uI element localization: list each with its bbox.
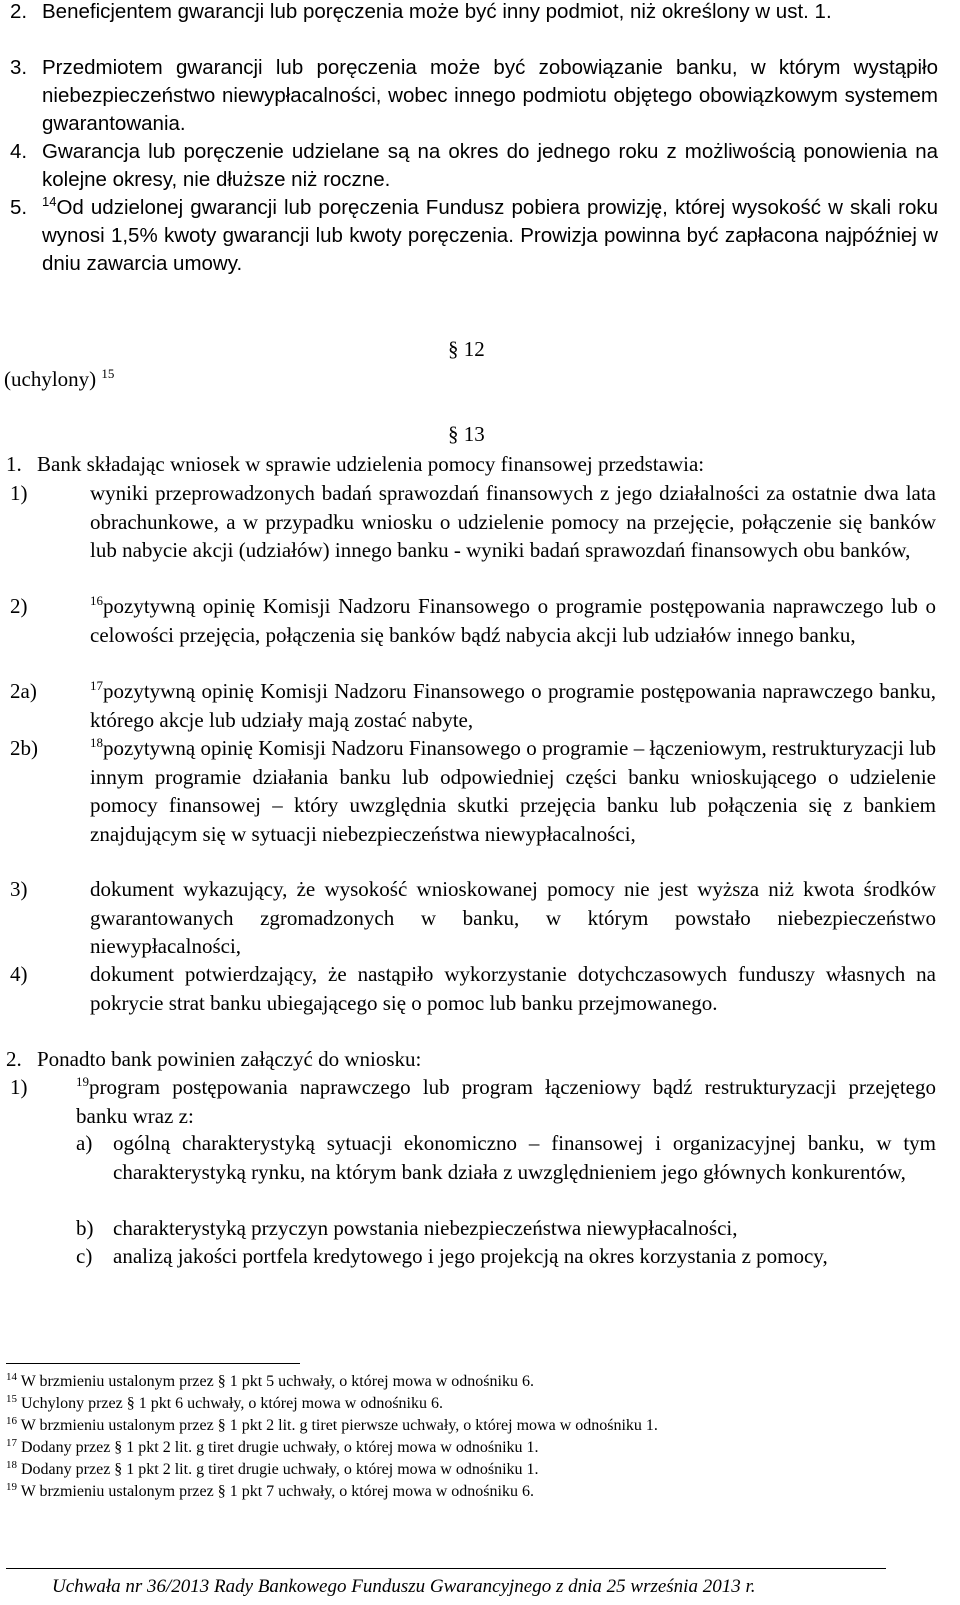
paragraph-number: 5.: [10, 196, 28, 219]
paragraph-text: $^{14}$Od udzielonej gwarancji lub poręczenia Fundusz pobiera prowizję, której wysokość w skali roku wynosi 1,5% kwoty gwarancji lub kwoty poręczenia. Prowizja powinna być zapłacona najpóźniej w dniu zawarcia umowy.: [42, 194, 938, 275]
paragraph-number: 3.: [10, 56, 28, 79]
paragraph-4: [10, 138, 938, 194]
list-item-1: 1) wyniki przeprowadzonych badań sprawozdań finansowych z jego działalności za ostatnie dwa lata obrachunkowe, a w przypadku wniosku o udzielenie pomocy na przejęcie, połączenie się banków lub nabycie akcji (udziałów) innego banku - wyniki badań sprawozdań finansowych obu banków,: [10, 481, 936, 562]
paragraph-text: Gwarancja lub poręczenie udzielane są na okres do jednego roku z możliwością ponowienia na kolejne okresy, nie dłuższe niż roczne.: [42, 140, 938, 191]
paragraph-intro: Bank składając wniosek w sprawie udzielenia pomocy finansowej przedstawia:: [37, 452, 705, 476]
footnote-ref: 18: [90, 735, 103, 750]
footnote: $^{18}$ Dodany przez § 1 pkt 2 lit. g tiret drugie uchwały, o której mowa w odnośniku 1.: [6, 1459, 539, 1478]
list-item-3: 3) dokument wykazujący, że wysokość wnioskowanej pomocy nie jest wyższa niż kwota środków gwarantowanych zgromadzonych w banku, w którym powstało niebezpieczeństwo niewypłacalności,: [10, 877, 936, 958]
footnote-separator: [6, 1363, 300, 1364]
section-13-p2: [6, 1045, 936, 1074]
letter-item-b: b) charakterystyką przyczyn powstania niebezpieczeństwa niewypłacalności,: [76, 1216, 738, 1240]
paragraph-2: [10, 0, 938, 26]
paragraph-number: 4.: [10, 140, 28, 163]
footnote: $^{19}$ W brzmieniu ustalonym przez § 1 pkt 7 uchwały, o której mowa w odnośniku 6.: [6, 1481, 534, 1500]
paragraph-3: [10, 54, 938, 138]
list-item-4: 4) dokument potwierdzający, że nastąpiło wykorzystanie dotychczasowych funduszy własnych na pokrycie strat banku ubiegającego się o pomoc lub banku przejmowanego.: [10, 962, 936, 1015]
list-item-2b: 2b) $^{18}$pozytywną opinię Komisji Nadzoru Finansowego o programie – łączeniowym, restrukturyzacji lub innym programie działania banku lub odpowiedniej części banku wnioskującego o udzielenie pomocy finansowej – który uwzględnia skutki przejęcia banku lub połączenia się z bankiem znajdującym się w sytuacji niebezpieczeństwa niewypłacalności,: [10, 735, 936, 846]
section-12-repealed: (uchylony) $^{15}$: [4, 366, 115, 391]
footnote: $^{14}$ W brzmieniu ustalonym przez § 1 pkt 5 uchwały, o której mowa w odnośniku 6.: [6, 1371, 534, 1390]
paragraph-number: 1.: [6, 452, 22, 476]
paragraph-5: [10, 194, 938, 278]
paragraph-intro: Ponadto bank powinien załączyć do wniosku:: [37, 1047, 422, 1071]
page-footer: Uchwała nr 36/2013 Rady Bankowego Funduszu Gwarancyjnego z dnia 25 września 2013 r.: [52, 1576, 756, 1597]
footnote-ref: 15: [101, 366, 115, 381]
list-item-2a: 2a) $^{17}$pozytywną opinię Komisji Nadzoru Finansowego o programie postępowania naprawczego banku, którego akcje lub udziały mają zostać nabyte,: [10, 678, 936, 732]
paragraph-number: 2.: [6, 1047, 22, 1071]
footnote-ref: 14: [42, 194, 57, 209]
footnote-ref: 19: [76, 1074, 89, 1089]
section-12-heading: § 12: [448, 337, 485, 361]
letter-item-a: a) ogólną charakterystyką sytuacji ekonomiczno – finansowej i organizacyjnej banku, w tym charakterystyką rynku, na którym bank działa z uwzględnieniem jego głównych konkurentów,: [76, 1131, 936, 1184]
section-13-heading: § 13: [448, 422, 485, 446]
list-item-2: 2) $^{16}$pozytywną opinię Komisji Nadzoru Finansowego o programie postępowania naprawczego lub o celowości przejęcia, połączenia się banków bądź nabycia akcji lub udziałów innego banku,: [10, 593, 936, 647]
footnotes: [6, 1371, 658, 1503]
footer-separator: [6, 1568, 886, 1569]
paragraph-text: Beneficjentem gwarancji lub poręczenia może być inny podmiot, niż określony w ust. 1.: [42, 0, 832, 23]
footnote: $^{16}$ W brzmieniu ustalonym przez § 1 pkt 2 lit. g tiret pierwsze uchwały, o której mowa w odnośniku 1.: [6, 1415, 658, 1434]
section-13-p1: [6, 450, 936, 479]
paragraph-number: 2.: [10, 0, 28, 23]
paragraph-text: Przedmiotem gwarancji lub poręczenia może być zobowiązanie banku, w którym wystąpiło niebezpieczeństwo niewypłacalności, wobec innego podmiotu objętego obowiązkowym systemem gwarantowania.: [42, 56, 938, 135]
footnote-ref: 17: [90, 678, 103, 693]
footnote: $^{15}$ Uchylony przez § 1 pkt 6 uchwały, o której mowa w odnośniku 6.: [6, 1393, 443, 1412]
footnote: $^{17}$ Dodany przez § 1 pkt 2 lit. g tiret drugie uchwały, o której mowa w odnośniku 1.: [6, 1437, 539, 1456]
letter-item-c: c) analizą jakości portfela kredytowego i jego projekcją na okres korzystania z pomocy,: [76, 1244, 828, 1268]
footnote-ref: 16: [90, 593, 103, 608]
p2-list-item-1: 1) $^{19}$program postępowania naprawczego lub program łączeniowy bądź restrukturyzacji przejętego banku wraz z:: [10, 1074, 936, 1128]
